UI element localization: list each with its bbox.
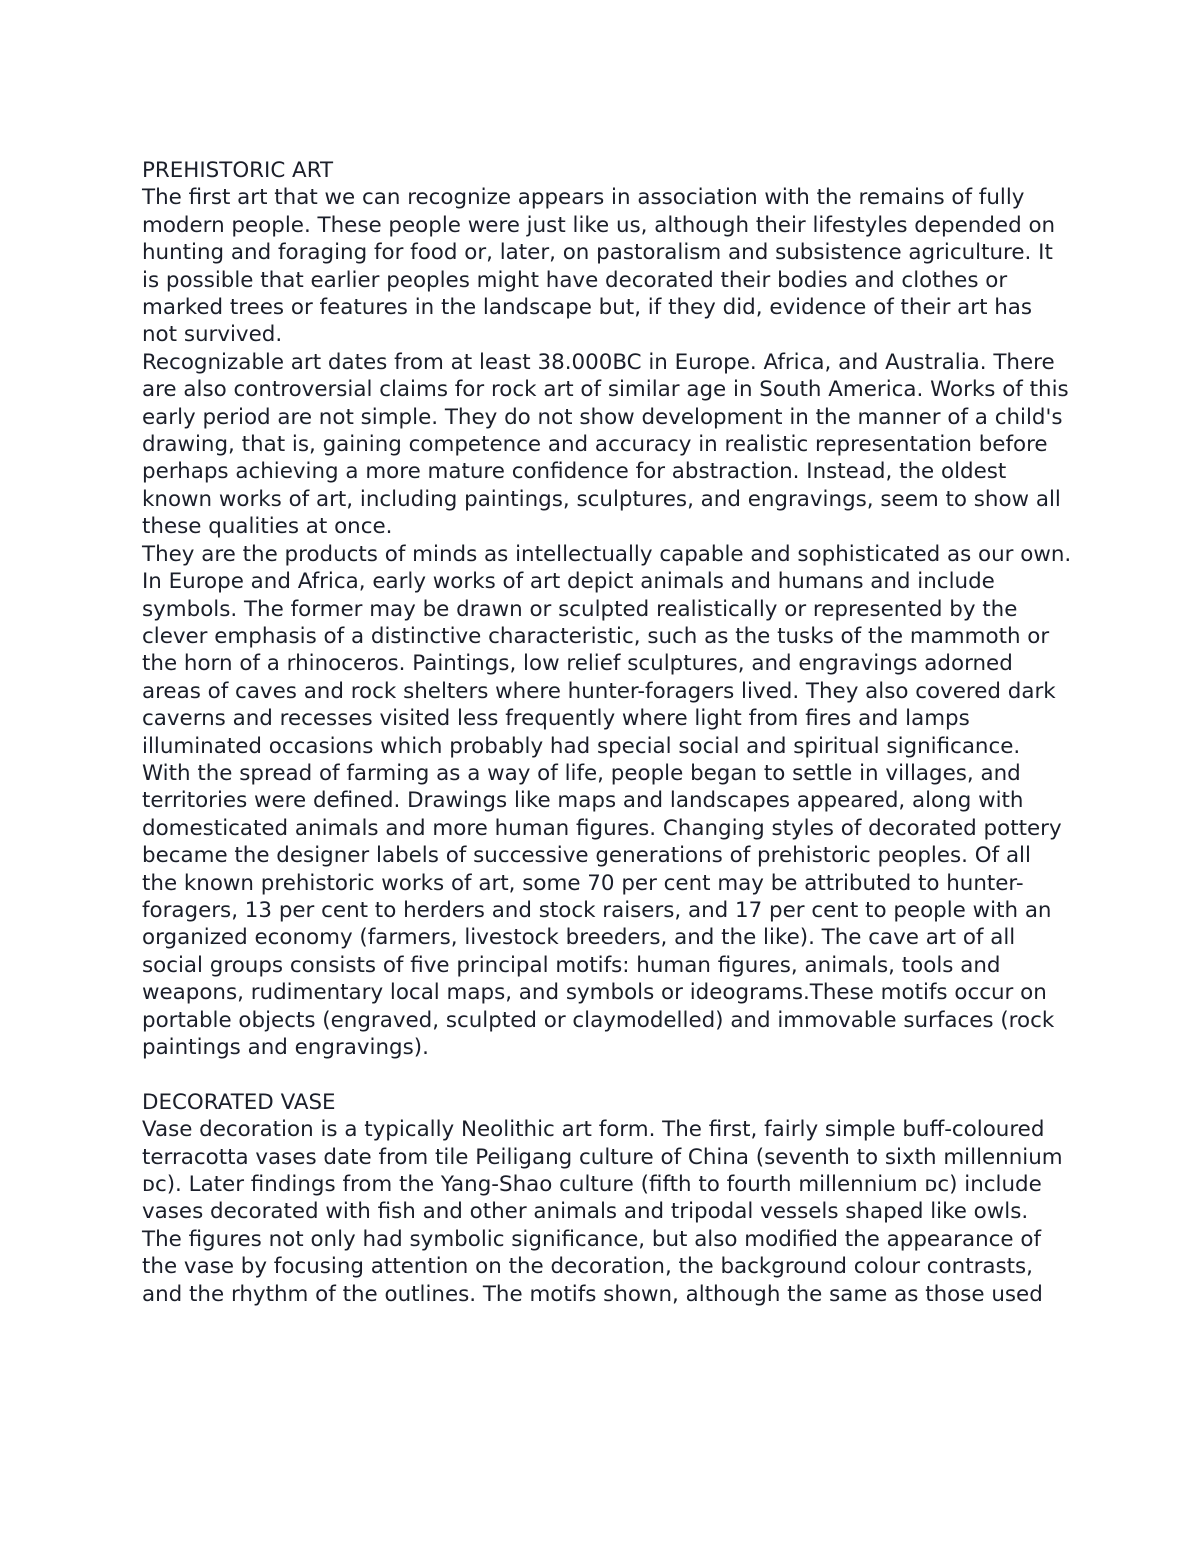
paragraph: The first art that we can recognize appears in association with the remains of fully modern people. These people were just like us, although their lifestyles depended on hunting and foraging for food or, later, on pastoralism and subsistence agriculture. It is possible that earlier peoples might have decorated their bodies and clothes or marked trees or features in the landscape but, if they did, evidence of their art has not survived. xyxy=(142,185,1056,348)
section-title-prehistoric-art: PREHISTORIC ART xyxy=(142,158,334,183)
paragraph: They are the products of minds as intellectually capable and sophisticated as our own. In Europe and Africa, early works of art depict animals and humans and include symbols. The former may be drawn or sculpted realistically or represented by the clever emphasis of a distinctive characteristic, such as the tusks of the mammoth or the horn of a rhinoceros. Paintings, low relief sculptures, and engravings adorned areas of caves and rock shelters where hunter-foragers lived. They also covered dark caverns and recesses visited less frequently where light from fires and lamps illuminated occasions which probably had special social and spiritual significance. With the spread of farming as a way of life, people began to settle in villages, and territories were defined. Drawings like maps and landscapes appeared, along with domesticated animals and more human figures. Changing styles of decorated pottery became the designer labels of successive generations of prehistoric peoples. Of all the known prehistoric works of art, some 70 per cent may be attributed to hunter-foragers, 13 per cent to herders and stock raisers, and 17 per cent to people with an organized economy (farmers, livestock breeders, and the like). The cave art of all social groups consists of five principal motifs: human figures, animals, tools and weapons, rudimentary local maps, and symbols or ideograms.These motifs occur on portable objects (engraved, sculpted or claymodelled) and immovable surfaces (rock paintings and engravings). xyxy=(142,541,1072,1060)
document-body xyxy=(142,157,1072,1308)
paragraph: Vase decoration is a typically Neolithic art form. The first, fairly simple buff-coloured terracotta vases date from tile Peiligang culture of China (seventh to sixth millennium ᴅᴄ). Later findings from the Yang-Shao culture (fifth to fourth millennium ᴅᴄ) include vases decorated with fish and other animals and tripodal vessels shaped like owls. The figures not only had symbolic significance, but also modified the appearance of the vase by focusing attention on the decoration, the background colour contrasts, and the rhythm of the outlines. The motifs shown, although the same as those used xyxy=(142,1117,1063,1307)
paragraph: Recognizable art dates from at least 38.000BC in Europe. Africa, and Australia. There are also controversial claims for rock art of similar age in South America. Works of this early period are not simple. They do not show development in the manner of a child's drawing, that is, gaining competence and accuracy in realistic representation before perhaps achieving a more mature confidence for abstraction. Instead, the oldest known works of art, including paintings, sculptures, and engravings, seem to show all these qualities at once. xyxy=(142,349,1069,540)
section-spacer xyxy=(142,1061,1072,1088)
section-title-decorated-vase: DECORATED VASE xyxy=(142,1089,336,1115)
